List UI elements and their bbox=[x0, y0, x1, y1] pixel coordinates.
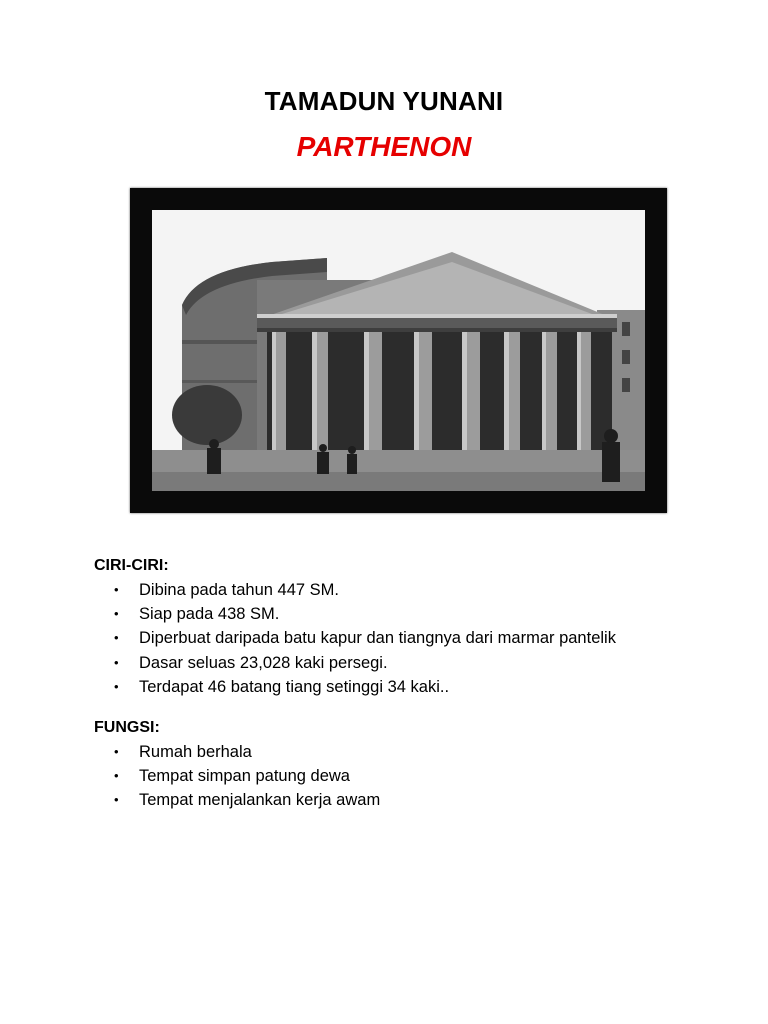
fungsi-section bbox=[94, 716, 734, 813]
fungsi-list bbox=[94, 740, 734, 813]
building-photo-illustration bbox=[152, 210, 645, 491]
bullet-icon: • bbox=[114, 768, 119, 784]
bullet-icon: • bbox=[114, 606, 119, 622]
fungsi-heading: FUNGSI: bbox=[94, 719, 160, 736]
page-subtitle: PARTHENON bbox=[296, 131, 472, 162]
list-item bbox=[94, 626, 734, 650]
list-item-text: Tempat menjalankan kerja awam bbox=[139, 791, 381, 810]
list-item bbox=[94, 788, 734, 812]
ciri-ciri-section bbox=[94, 554, 734, 699]
building-photo bbox=[130, 188, 667, 513]
list-item-text: Tempat simpan patung dewa bbox=[139, 767, 350, 786]
bullet-icon: • bbox=[114, 654, 119, 670]
list-item bbox=[94, 651, 734, 675]
bullet-icon: • bbox=[114, 582, 119, 597]
list-item-text: Rumah berhala bbox=[139, 743, 252, 761]
bullet-icon: • bbox=[114, 744, 119, 759]
ciri-ciri-heading: CIRI-CIRI: bbox=[94, 557, 169, 574]
bullet-icon: • bbox=[114, 678, 119, 694]
list-item bbox=[94, 602, 734, 626]
list-item-text: Terdapat 46 batang tiang setinggi 34 kaki.. bbox=[139, 677, 450, 696]
list-item-text: Dibina pada tahun 447 SM. bbox=[139, 581, 339, 599]
page-title: TAMADUN YUNANI bbox=[264, 86, 504, 116]
ciri-ciri-list bbox=[94, 578, 734, 699]
bullet-icon: • bbox=[114, 630, 119, 646]
list-item bbox=[94, 675, 734, 699]
list-item bbox=[94, 764, 734, 788]
bullet-icon: • bbox=[114, 792, 119, 808]
list-item-text: Siap pada 438 SM. bbox=[139, 605, 280, 624]
list-item bbox=[94, 740, 734, 764]
list-item bbox=[94, 578, 734, 602]
list-item-text: Dasar seluas 23,028 kaki persegi. bbox=[139, 653, 388, 672]
list-item-text: Diperbuat daripada batu kapur dan tiangnya dari marmar pantelik bbox=[139, 629, 616, 648]
